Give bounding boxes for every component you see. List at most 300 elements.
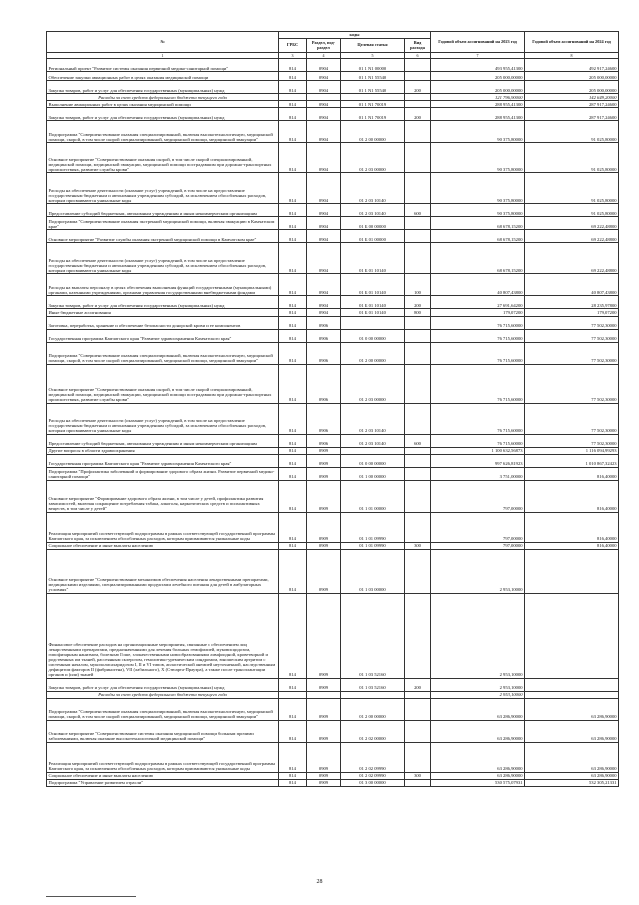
table-row — [47, 454, 619, 467]
table-row — [47, 316, 619, 329]
row-grbs: 814 — [279, 143, 307, 173]
row-expense-type: 300 — [405, 772, 431, 779]
row-expense-type — [405, 403, 431, 434]
row-expense-type — [405, 742, 431, 772]
row-amount-2023: 288 955,41300 — [431, 108, 525, 121]
header-year-2024: Годовой объем ассигнований на 2024 год — [525, 32, 619, 53]
row-grbs: 814 — [279, 403, 307, 434]
row-amount-2023: 68 678,15200 — [431, 230, 525, 243]
row-target-article: 01 Б 01 10140 — [341, 309, 405, 316]
row-amount-2024: 77 502,30000 — [525, 316, 619, 329]
row-grbs: 814 — [279, 720, 307, 742]
table-row — [47, 364, 619, 403]
row-name: Основное мероприятие "Совершенствование системы оказания медицинской помощи больным прочими заболеваниями, включая оказание высокотехнологичной медицинской помощи" — [47, 720, 279, 742]
row-target-article: 01 2 00 00000 — [341, 342, 405, 364]
row-amount-2024 — [525, 691, 619, 698]
row-amount-2023: 3 751,00000 — [431, 467, 525, 480]
row-name: Государственная программа Камчатского края "Развитие здравоохранения Камчатского края" — [47, 329, 279, 342]
row-amount-2023: 90 375,80000 — [431, 204, 525, 217]
col-index: 6 — [405, 53, 431, 59]
row-amount-2024: 77 502,30000 — [525, 364, 619, 403]
row-amount-2023: 76 715,60000 — [431, 329, 525, 342]
row-target-article — [341, 691, 405, 698]
row-amount-2023: 76 715,60000 — [431, 342, 525, 364]
row-expense-type: 200 — [405, 296, 431, 309]
row-target-article: 01 1 03 52160 — [341, 593, 405, 678]
row-grbs: 814 — [279, 243, 307, 274]
row-amount-2023: 1 100 632,56873 — [431, 447, 525, 454]
row-expense-type — [405, 72, 431, 81]
row-amount-2023: 27 691,64200 — [431, 296, 525, 309]
row-amount-2024: 40 807,43800 — [525, 274, 619, 296]
table-row — [47, 742, 619, 772]
row-razdel: 0904 — [307, 217, 341, 230]
row-amount-2023: 2 953,10000 — [431, 691, 525, 698]
row-grbs: 814 — [279, 72, 307, 81]
table-row — [47, 678, 619, 691]
row-amount-2023: 76 715,60000 — [431, 434, 525, 447]
row-target-article: 01 Б 01 10140 — [341, 274, 405, 296]
row-name: Заготовка, переработка, хранение и обеспечение безопасности донорской крови и ее компонентов — [47, 316, 279, 329]
row-amount-2024: 77 502,30000 — [525, 434, 619, 447]
table-row — [47, 94, 619, 101]
row-target-article: 01 2 00 00000 — [341, 121, 405, 143]
row-amount-2023: 63 286,90000 — [431, 742, 525, 772]
row-razdel — [307, 94, 341, 101]
col-index: 3 — [279, 53, 307, 59]
row-name: Закупка товаров, работ и услуг для обеспечения государственных (муниципальных) нужд — [47, 678, 279, 691]
row-target-article: 01 2 03 00000 — [341, 143, 405, 173]
row-razdel: 0904 — [307, 296, 341, 309]
table-row — [47, 698, 619, 720]
row-amount-2024: 77 502,30000 — [525, 342, 619, 364]
row-amount-2023: 797,00000 — [431, 542, 525, 549]
row-grbs: 814 — [279, 678, 307, 691]
row-razdel: 0904 — [307, 243, 341, 274]
row-razdel: 0904 — [307, 143, 341, 173]
table-row — [47, 434, 619, 447]
row-grbs: 814 — [279, 309, 307, 316]
row-name: Расходы за счет средств федерального бюджета текущего года — [47, 94, 279, 101]
row-amount-2023: 797,00000 — [431, 480, 525, 512]
row-razdel: 0909 — [307, 480, 341, 512]
row-target-article: 01 2 03 10140 — [341, 173, 405, 204]
row-expense-type — [405, 94, 431, 101]
row-expense-type — [405, 101, 431, 108]
row-target-article: 01 1 03 52160 — [341, 678, 405, 691]
row-amount-2024: 69 222,48800 — [525, 230, 619, 243]
row-expense-type — [405, 59, 431, 72]
row-grbs: 814 — [279, 81, 307, 94]
row-grbs: 814 — [279, 447, 307, 454]
row-amount-2024: 1 116 094,99293 — [525, 447, 619, 454]
row-razdel: 0906 — [307, 342, 341, 364]
row-amount-2024: 91 025,80000 — [525, 143, 619, 173]
row-amount-2024: 816,40000 — [525, 512, 619, 542]
table-row — [47, 173, 619, 204]
row-expense-type — [405, 364, 431, 403]
row-expense-type — [405, 447, 431, 454]
row-target-article: 01 2 02 09990 — [341, 772, 405, 779]
row-name: Государственная программа Камчатского края "Развитие здравоохранения Камчатского края" — [47, 454, 279, 467]
row-razdel: 0909 — [307, 512, 341, 542]
row-amount-2024: 91 025,80000 — [525, 121, 619, 143]
row-amount-2023: 205 000,00000 — [431, 72, 525, 81]
table-row — [47, 81, 619, 94]
col-index: 5 — [341, 53, 405, 59]
table-row — [47, 309, 619, 316]
table-row — [47, 72, 619, 81]
row-target-article: 01 3 00 00000 — [341, 779, 405, 786]
table-row — [47, 720, 619, 742]
row-razdel: 0909 — [307, 467, 341, 480]
header-razdel: Раздел, под-раздел — [307, 39, 341, 53]
row-name: Закупка товаров, работ и услуг для обеспечения государственных (муниципальных) нужд — [47, 296, 279, 309]
row-amount-2024 — [525, 549, 619, 593]
row-amount-2023: 63 286,90000 — [431, 772, 525, 779]
table-row — [47, 274, 619, 296]
row-razdel: 0909 — [307, 742, 341, 772]
row-amount-2023: 90 375,80000 — [431, 121, 525, 143]
row-razdel: 0909 — [307, 698, 341, 720]
row-amount-2024: 63 286,90000 — [525, 720, 619, 742]
row-expense-type — [405, 143, 431, 173]
row-expense-type: 200 — [405, 108, 431, 121]
row-amount-2023: 40 807,43800 — [431, 274, 525, 296]
row-amount-2023: 63 286,90000 — [431, 698, 525, 720]
col-index: 4 — [307, 53, 341, 59]
row-amount-2024: 492 917,24600 — [525, 59, 619, 72]
row-amount-2024: 91 025,80000 — [525, 204, 619, 217]
row-amount-2024: 63 286,90000 — [525, 698, 619, 720]
row-amount-2024: 77 502,30000 — [525, 329, 619, 342]
row-grbs: 814 — [279, 108, 307, 121]
row-expense-type — [405, 720, 431, 742]
row-name: Подпрограмма "Профилактика заболеваний и формирование здорового образа жизни. Развитие первичной медико-санитарной помощи" — [47, 467, 279, 480]
row-razdel: 0904 — [307, 72, 341, 81]
row-target-article: 01 Б 00 00000 — [341, 217, 405, 230]
row-expense-type: 200 — [405, 81, 431, 94]
row-expense-type — [405, 329, 431, 342]
row-target-article: 01 1 01 09990 — [341, 542, 405, 549]
row-name: Закупка товаров, работ и услуг для обеспечения государственных (муниципальных) нужд — [47, 81, 279, 94]
row-razdel: 0909 — [307, 593, 341, 678]
row-target-article: 01 1 N1 70019 — [341, 101, 405, 108]
row-razdel: 0906 — [307, 316, 341, 329]
row-target-article: 01 2 02 09990 — [341, 742, 405, 772]
row-grbs: 814 — [279, 549, 307, 593]
row-razdel: 0909 — [307, 447, 341, 454]
row-amount-2023: 179,07200 — [431, 309, 525, 316]
row-amount-2024: 205 000,00000 — [525, 81, 619, 94]
row-name: Основное мероприятие "Формирование здорового образа жизни, в том числе у детей, профилактика развития зависимостей, включая сокращение потребления табака, алкоголя, наркотических средств и психоактивных веществ, в том числе у детей" — [47, 480, 279, 512]
row-target-article: 01 1 03 00000 — [341, 549, 405, 593]
row-expense-type — [405, 230, 431, 243]
row-name: Подпрограмма "Совершенствование оказания экстренной медицинской помощи, включая эвакуацию в Камчатском крае" — [47, 217, 279, 230]
row-amount-2024: 287 917,24600 — [525, 108, 619, 121]
row-name: Другие вопросы в области здравоохранения — [47, 447, 279, 454]
row-name: Основное мероприятие "Совершенствование механизмов обеспечения населения лекарственными препаратами, медицинскими изделиями, специализированными продуктами лечебного питания для детей в амбулаторных условиях" — [47, 549, 279, 593]
row-amount-2024: 77 502,30000 — [525, 403, 619, 434]
row-grbs: 814 — [279, 742, 307, 772]
row-target-article: 01 2 03 10140 — [341, 204, 405, 217]
row-name: Предоставление субсидий бюджетным, автономным учреждениям и иным некоммерческим организациям — [47, 204, 279, 217]
row-amount-2024: 91 025,80000 — [525, 173, 619, 204]
row-razdel: 0904 — [307, 101, 341, 108]
row-amount-2023: 493 955,41300 — [431, 59, 525, 72]
row-amount-2023: 76 715,60000 — [431, 403, 525, 434]
row-amount-2024: 142 649,20000 — [525, 94, 619, 101]
row-razdel: 0909 — [307, 454, 341, 467]
row-expense-type — [405, 698, 431, 720]
row-grbs: 814 — [279, 779, 307, 786]
row-amount-2024: 69 222,48800 — [525, 243, 619, 274]
table-row — [47, 772, 619, 779]
row-amount-2023: 288 955,41300 — [431, 101, 525, 108]
row-name: Основное мероприятие "Совершенствование оказания скорой, в том числе скорой специализированной, медицинской помощи, медицинской эвакуации, медицинской помощи пострадавшим при дорожно-транспортных происшествиях, развитие службы крови" — [47, 143, 279, 173]
row-expense-type — [405, 467, 431, 480]
row-name: Расходы на обеспечение деятельности (оказание услуг) учреждений, в том числе на предоставление государственным бюджетным и автономным учреждениям субсидий, за исключением обособленных расходов, которым присваиваются уникальные коды — [47, 403, 279, 434]
row-target-article: 01 0 00 00000 — [341, 454, 405, 467]
row-expense-type — [405, 593, 431, 678]
row-razdel: 0904 — [307, 274, 341, 296]
row-name: Предоставление субсидий бюджетным, автономным учреждениям и иным некоммерческим организациям — [47, 434, 279, 447]
row-target-article: 01 0 00 00000 — [341, 329, 405, 342]
row-amount-2023: 2 953,10000 — [431, 549, 525, 593]
row-name: Закупка товаров, работ и услуг для обеспечения государственных (муниципальных) нужд — [47, 108, 279, 121]
table-row — [47, 59, 619, 72]
col-index: 8 — [525, 53, 619, 59]
row-razdel: 0906 — [307, 403, 341, 434]
row-expense-type — [405, 316, 431, 329]
row-amount-2024: 287 917,24600 — [525, 101, 619, 108]
row-grbs — [279, 691, 307, 698]
row-amount-2024: 63 286,90000 — [525, 772, 619, 779]
row-amount-2023: 2 953,10000 — [431, 678, 525, 691]
header-codes: коды — [279, 32, 431, 39]
row-name: Финансовое обеспечение расходов на организационные мероприятия, связанные с обеспечением лиц лекарственными препаратами, предназначенными для лечения больных гемофилией, муковисцидозом, гипофизарным нанизмом, болезнью Гоше, злокачественными новообразованиями лимфоидной, кроветворной и родственных им тканей, рассеянным склерозом, гемолитико-уремическим синдромом, юношеским артритом с системным началом, мукополисахаридозом I, II и VI типов, апластической анемией неуточненной, наследственным дефицитом факторов II (фибриногена), VII (лабильного), X (Стюарта-Прауэра), а также после трансплантации органов и (или) тканей — [47, 593, 279, 678]
row-razdel: 0904 — [307, 204, 341, 217]
row-name: Основное мероприятие "Совершенствование оказания скорой, в том числе скорой специализированной, медицинской помощи, медицинской эвакуации, медицинской помощи пострадавшим при дорожно-транспортных происшествиях, развитие службы крови" — [47, 364, 279, 403]
table-row — [47, 101, 619, 108]
row-target-article: 01 1 01 09990 — [341, 512, 405, 542]
row-amount-2024: 1 010 867,32423 — [525, 454, 619, 467]
header-num: № — [47, 32, 279, 53]
footer-rule — [46, 896, 136, 897]
header-expense-type: Вид расхода — [405, 39, 431, 53]
row-amount-2023: 797,00000 — [431, 512, 525, 542]
row-name: Расходы за счет средств федерального бюджета текущего года — [47, 691, 279, 698]
row-amount-2023: 2 953,10000 — [431, 593, 525, 678]
row-name: Расходы на обеспечение деятельности (оказание услуг) учреждений, в том числе на предоставление государственным бюджетным и автономным учреждениям субсидий, за исключением обособленных расходов, которым присваиваются уникальные коды — [47, 243, 279, 274]
row-grbs: 814 — [279, 772, 307, 779]
row-amount-2024 — [525, 678, 619, 691]
row-grbs: 814 — [279, 342, 307, 364]
row-razdel: 0906 — [307, 434, 341, 447]
row-grbs: 814 — [279, 698, 307, 720]
table-row — [47, 230, 619, 243]
table-row — [47, 204, 619, 217]
row-target-article: 01 2 02 00000 — [341, 720, 405, 742]
row-amount-2023: 90 375,80000 — [431, 143, 525, 173]
table-row — [47, 296, 619, 309]
row-target-article — [341, 447, 405, 454]
table-row — [47, 121, 619, 143]
table-row — [47, 549, 619, 593]
row-target-article — [341, 94, 405, 101]
row-name: Основное мероприятие "Развитие службы оказания экстренной медицинской помощи в Камчатском крае" — [47, 230, 279, 243]
row-amount-2023: 90 375,80000 — [431, 173, 525, 204]
row-razdel: 0909 — [307, 779, 341, 786]
table-row — [47, 329, 619, 342]
header-grbs: ГРБС — [279, 39, 307, 53]
row-expense-type — [405, 121, 431, 143]
row-grbs: 814 — [279, 296, 307, 309]
row-razdel: 0906 — [307, 329, 341, 342]
row-expense-type: 300 — [405, 542, 431, 549]
row-name: Реализация мероприятий соответствующей подпрограммы в рамках соответствующей государственной программы Камчатского края, за исключением обособленных расходов, которым присваиваются уникальные коды — [47, 742, 279, 772]
col-index: 7 — [431, 53, 525, 59]
row-amount-2023: 63 286,90000 — [431, 720, 525, 742]
row-amount-2023: 68 678,15200 — [431, 243, 525, 274]
row-expense-type — [405, 243, 431, 274]
row-name: Обеспечение закупки авиационных работ в целях оказания медицинской помощи — [47, 72, 279, 81]
table-row — [47, 542, 619, 549]
row-grbs: 814 — [279, 512, 307, 542]
row-target-article: 01 1 N1 00000 — [341, 59, 405, 72]
row-name: Расходы на обеспечение деятельности (оказание услуг) учреждений, в том числе на предоставление государственным бюджетным и автономным учреждениям субсидий, за исключением обособленных расходов, которым присваиваются уникальные коды — [47, 173, 279, 204]
row-expense-type: 600 — [405, 204, 431, 217]
row-amount-2024: 179,07200 — [525, 309, 619, 316]
table-row — [47, 691, 619, 698]
row-name: Иные бюджетные ассигнования — [47, 309, 279, 316]
row-grbs: 814 — [279, 173, 307, 204]
row-amount-2024: 63 286,90000 — [525, 742, 619, 772]
row-razdel: 0909 — [307, 542, 341, 549]
row-target-article: 01 1 00 00000 — [341, 467, 405, 480]
table-row — [47, 779, 619, 786]
row-grbs: 814 — [279, 230, 307, 243]
row-expense-type — [405, 217, 431, 230]
row-name: Расходы на выплаты персоналу в целях обеспечения выполнения функций государственными (муниципальными) органами, казенными учреждениями, органами управления государственными внебюджетными фондами — [47, 274, 279, 296]
table-row — [47, 217, 619, 230]
row-razdel: 0904 — [307, 121, 341, 143]
row-razdel: 0904 — [307, 81, 341, 94]
row-grbs — [279, 94, 307, 101]
row-grbs: 814 — [279, 217, 307, 230]
row-grbs: 814 — [279, 59, 307, 72]
row-expense-type — [405, 549, 431, 593]
row-name: Подпрограмма "Совершенствование оказания специализированной, включая высокотехнологичную, медицинской помощи, скорой, в том числе скорой специализированной, медицинской помощи, медицинской эвакуации" — [47, 342, 279, 364]
row-target-article: 01 1 01 00000 — [341, 480, 405, 512]
row-razdel: 0904 — [307, 309, 341, 316]
row-amount-2024: 816,40000 — [525, 480, 619, 512]
table-row — [47, 480, 619, 512]
row-amount-2024: 28 235,97800 — [525, 296, 619, 309]
row-expense-type — [405, 691, 431, 698]
row-razdel: 0909 — [307, 720, 341, 742]
row-expense-type: 800 — [405, 309, 431, 316]
row-amount-2024: 205 000,00000 — [525, 72, 619, 81]
row-expense-type — [405, 512, 431, 542]
table-row — [47, 403, 619, 434]
page-number: 28 — [316, 879, 323, 885]
row-target-article: 01 Б 01 10140 — [341, 296, 405, 309]
row-amount-2023: 530 575,07931 — [431, 779, 525, 786]
row-expense-type: 600 — [405, 434, 431, 447]
row-grbs: 814 — [279, 316, 307, 329]
row-amount-2023: 121 796,90000 — [431, 94, 525, 101]
row-target-article: 01 2 03 10140 — [341, 403, 405, 434]
row-grbs: 814 — [279, 364, 307, 403]
row-name: Подпрограмма "Совершенствование оказания специализированной, включая высокотехнологичную, медицинской помощи, скорой, в том числе скорой специализированной, медицинской помощи, медицинской эвакуации" — [47, 698, 279, 720]
row-grbs: 814 — [279, 204, 307, 217]
row-expense-type: 200 — [405, 678, 431, 691]
row-target-article: 01 Б 01 00000 — [341, 230, 405, 243]
row-razdel: 0909 — [307, 772, 341, 779]
row-razdel — [307, 691, 341, 698]
row-target-article: 01 2 00 00000 — [341, 698, 405, 720]
row-grbs: 814 — [279, 593, 307, 678]
row-grbs: 814 — [279, 454, 307, 467]
row-amount-2023: 997 626,81923 — [431, 454, 525, 467]
row-amount-2023: 76 715,60000 — [431, 316, 525, 329]
table-row — [47, 467, 619, 480]
header-target-article: Целевая статья — [341, 39, 405, 53]
row-target-article: 01 1 N1 55540 — [341, 72, 405, 81]
row-name: Социальное обеспечение и иные выплаты населению — [47, 542, 279, 549]
row-razdel: 0909 — [307, 549, 341, 593]
row-target-article: 01 1 N1 70019 — [341, 108, 405, 121]
row-razdel: 0904 — [307, 108, 341, 121]
row-name: Реализация мероприятий соответствующей подпрограммы в рамках соответствующей государственной программы Камчатского края, за исключением обособленных расходов, которым присваиваются уникальные коды — [47, 512, 279, 542]
row-amount-2024: 69 222,48800 — [525, 217, 619, 230]
row-grbs: 814 — [279, 121, 307, 143]
budget-table — [46, 31, 619, 787]
row-amount-2024 — [525, 593, 619, 678]
table-row — [47, 512, 619, 542]
row-amount-2024: 532 305,21331 — [525, 779, 619, 786]
row-grbs: 814 — [279, 467, 307, 480]
row-razdel: 0904 — [307, 230, 341, 243]
row-grbs: 814 — [279, 542, 307, 549]
row-grbs: 814 — [279, 329, 307, 342]
table-row — [47, 447, 619, 454]
table-row — [47, 593, 619, 678]
row-grbs: 814 — [279, 434, 307, 447]
row-target-article: 01 2 03 00000 — [341, 364, 405, 403]
row-target-article: 01 1 N1 55540 — [341, 81, 405, 94]
row-name: Выполнение авиационных работ в целях оказания медицинской помощи — [47, 101, 279, 108]
row-expense-type — [405, 454, 431, 467]
row-razdel: 0904 — [307, 173, 341, 204]
row-name: Региональный проект "Развитие системы оказания первичной медико-санитарной помощи" — [47, 59, 279, 72]
row-name: Подпрограмма "Совершенствование оказания специализированной, включая высокотехнологичную, медицинской помощи, скорой, в том числе скорой специализированной, медицинской помощи, медицинской эвакуации" — [47, 121, 279, 143]
header-year-2023: Годовой объем ассигнований на 2023 год — [431, 32, 525, 53]
row-grbs: 814 — [279, 480, 307, 512]
row-target-article — [341, 316, 405, 329]
row-razdel: 0904 — [307, 59, 341, 72]
table-row — [47, 342, 619, 364]
row-razdel: 0909 — [307, 678, 341, 691]
row-name: Социальное обеспечение и иные выплаты населению — [47, 772, 279, 779]
table-row — [47, 143, 619, 173]
row-amount-2023: 76 715,60000 — [431, 364, 525, 403]
table-body — [47, 59, 619, 786]
row-razdel: 0906 — [307, 364, 341, 403]
row-expense-type — [405, 480, 431, 512]
table-row — [47, 243, 619, 274]
